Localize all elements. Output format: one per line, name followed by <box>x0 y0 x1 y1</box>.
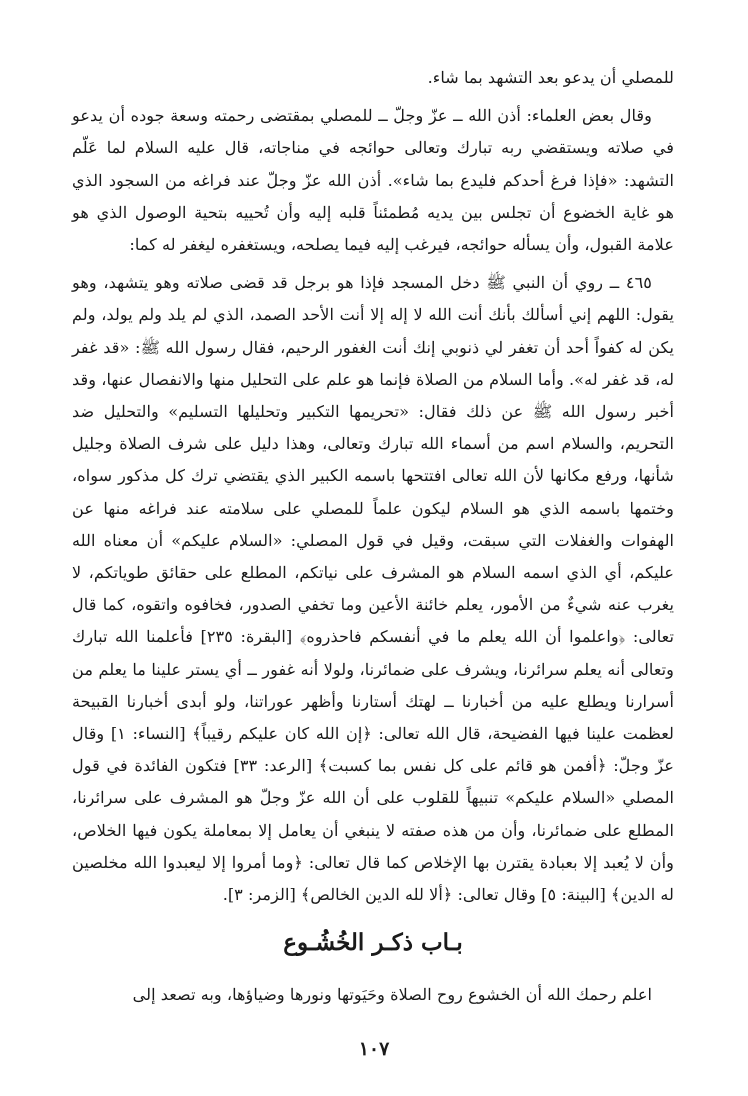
paragraph-hadith-465: ٤٦٥ ــ روي أن النبي ﷺ دخل المسجد فإذا هو برجل قد قضى صلاته وهو يتشهد، وهو يقول: اللهم إني أسألك بأنك أنت الله لا إله إلا أنت الأحد الصمد، الذي لم يلد ولم يولد، ولم يكن له كفواً أحد أن تغفر لي ذنوبي إنك أنت الغفور الرحيم، فقال رسول الله ﷺ: «قد غفر له، قد غفر له». وأما السلام من الصلاة فإنما هو علم على التحليل منها والانفصال عنها، وقد أخبر رسول الله ﷺ عن ذلك فقال: «تحريمها التكبير وتحليلها التسليم» والتحليل ضد التحريم، والسلام اسم من أسماء الله تبارك وتعالى، وهذا دليل على شرف الصلاة وجليل شأنها، ورفع مكانها لأن الله تعالى افتتحها باسمه الكبير الذي يقتضي ترك كل مذكور سواه، وختمها باسمه الذي هو السلام ليكون علماً للمصلي على سلامته عند فراغه منها عن الهفوات والغفلات التي سبقت، وقيل في قول المصلي: «السلام عليكم» أن معناه الله عليكم، أي الذي اسمه السلام هو المشرف على نياتكم، المطلع على حقائق طوياتكم، لا يغرب عنه شيءٌ من الأمور، يعلم خائنة الأعين وما تخفي الصدور، فخافوه واتقوه، كما قال تعالى: ﴿واعلموا أن الله يعلم ما في أنفسكم فاحذروه﴾ [البقرة: ٢٣٥] فأعلمنا الله تبارك وتعالى أنه يعلم سرائرنا، ويشرف على ضمائرنا، ولولا أنه غفور ــ أي يستر علينا ما يعلم من أسرارنا ويطلع عليه من أخبارنا ــ لهتك أستارنا وأظهر عوراتنا، ولو أبدى أخبارنا القبيحة لعظمت علينا فيها الفضيحة، قال الله تعالى: ﴿إن الله كان عليكم رقيباً﴾ [النساء: ١] وقال عزّ وجلّ: ﴿أفمن هو قائم على كل نفس بما كسبت﴾ [الرعد: ٣٣] فتكون الفائدة في قول المصلي «السلام عليكم» تنبيهاً للقلوب على أن الله عزّ وجلّ هو المشرف على سرائرنا، المطلع على ضمائرنا، وأن من هذه صفته لا ينبغي أن يعامل إلا بمعاملة يكون فيها الخلاص، وأن لا يُعبد إلا بعبادة يقترن بها الإخلاص كما قال تعالى: ﴿وما أمروا إلا ليعبدوا الله مخلصين له الدين﴾ [البينة: ٥] وقال تعالى: ﴿ألا لله الدين الخالص﴾ [الزمر: ٣]. <box>72 273 674 905</box>
body-text-after-heading <box>72 979 674 1011</box>
paragraph-continuation: للمصلي أن يدعو بعد التشهد بما شاء. <box>427 68 674 87</box>
paragraph-scholars-saying: وقال بعض العلماء: أذن الله ــ عزّ وجلّ ــ للمصلي بمقتضى رحمته وسعة جوده أن يدعو في صلاته ويستقضي ربه تبارك وتعالى حوائجه في مناجاته، قال عليه السلام لما عَلّم التشهد: «فإذا فرغ أحدكم فليدع بما شاء». أذن الله عزّ وجلّ عند فراغه من السجود الذي هو غاية الخضوع أن تجلس بين يديه مُطمئناً قلبه إليه وأن تُحييه بتحية الوصول الذي هو علامة القبول، وأن يسأله حوائجه، فيرغب إليه فيما يصلحه، ويستغفره ليغفر له كما: <box>72 106 674 255</box>
body-text <box>72 62 674 911</box>
paragraph-khushu-intro: اعلم رحمك الله أن الخشوع روح الصلاة وحَيَوتها ونورها وضياؤها، وبه تصعد إلى <box>132 985 652 1005</box>
chapter-heading: بـاب ذكـر الخُشُـوع <box>283 929 463 957</box>
page-number: ١٠٧ <box>358 1038 390 1060</box>
